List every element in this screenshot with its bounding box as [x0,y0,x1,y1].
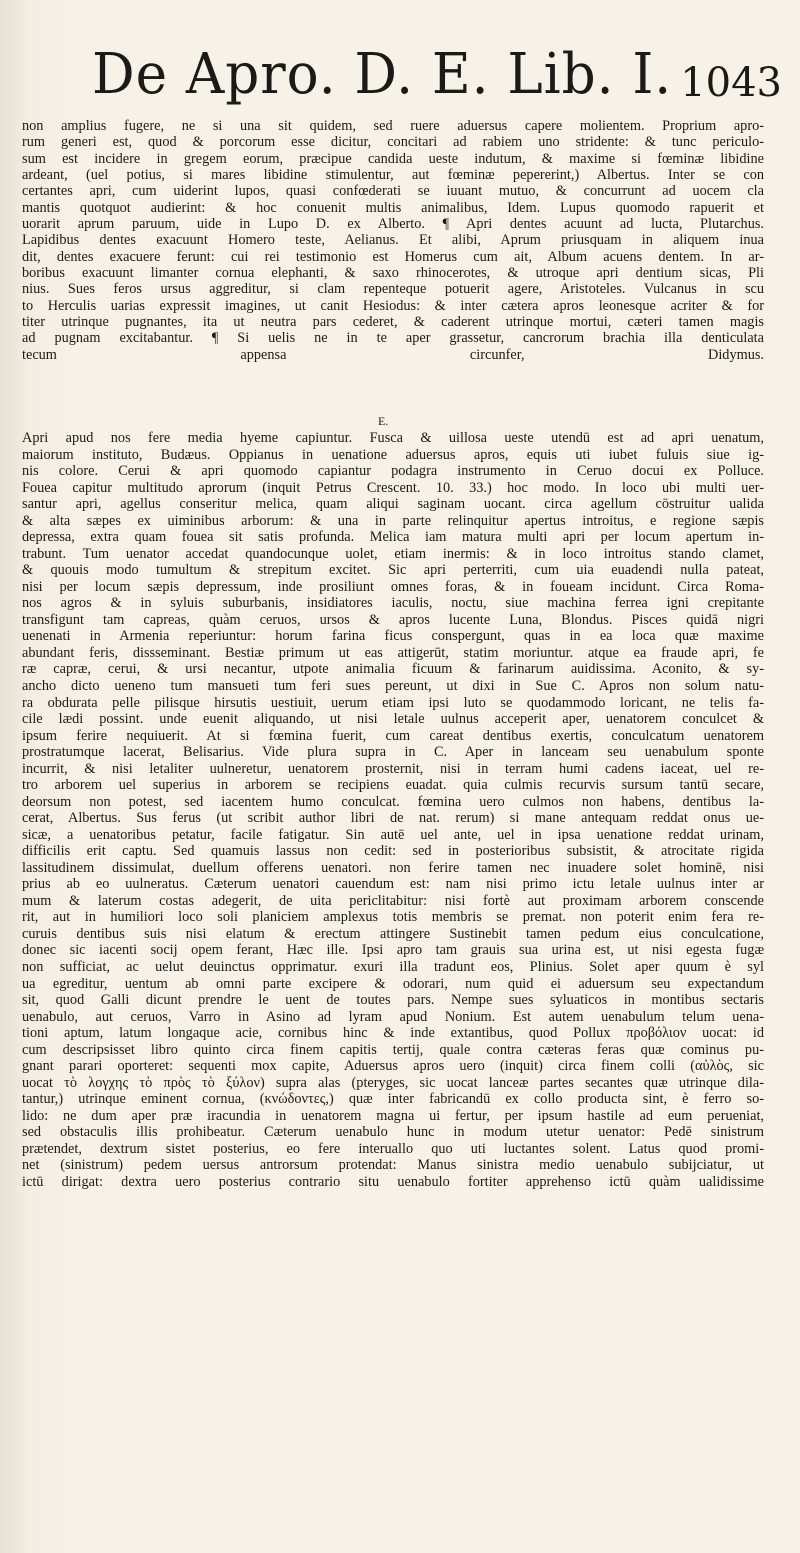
text-line: gnant parari oporteret: sequenti mox capite, Aduersus apros uero (inquit) circa finem colli (αὐλὸς, sic [22,1058,764,1075]
text-line: mantis quotquot audierint: & hoc conuenit multis animalibus, Idem. Lupus quomodo rapuerit et [22,199,764,216]
text-line: depressa, extra quam fouea sit satis profunda. Melica iam matura multi apri per locum apertum in- [22,529,764,546]
text-line: nius. Sues feros ursus aggreditur, si clam repenteque potuerit agere, Aristoteles. Vulcanus in scu [22,281,764,298]
running-title: De Apro. D. E. Lib. I. [92,42,673,107]
text-line: deorsum non potest, sed iacentem humo conculcat. fœmina uero culmos non habens, dentibus la- [22,793,764,810]
text-line: lido: ne dum aper præ iracundia in uenatorem magna ui fertur, per ipsum hastile ad eum perueniat, [22,1107,764,1124]
text-line: maiorum instituto, Budæus. Oppianus in uenatione aduersus apros, equis uti iubet fuluis siue ig- [22,446,764,463]
paragraph-continuation [22,118,764,363]
text-line: curuis dentibus suis nisi elatum & erectum attingere Sustinebit tamen pedum eius conculcatione, [22,925,764,942]
text-line: difficilis erit captu. Sed quamuis lassus non cedit: sed in posterioribus subsistit, & atrocitate rigida [22,843,764,860]
text-line: tioni aptum, latum longaque acie, cornibus hinc & inde extantibus, quod Pollux προβόλιον uocat: id [22,1025,764,1042]
text-line: cum descripsisset libro quinto circa finem capitis tertij, quale contra cæteras feras quæ cominus pu- [22,1041,764,1058]
text-line: nos agros & in syluis suburbanis, insidiatores iaculis, noctu, siue machina ferrea igni crepitante [22,595,764,612]
text-line: & quouis modo tumultum & strepitum excitet. Sic apri perterriti, cum uia euadendi nulla pateat, [22,562,764,579]
paragraph-section-e [22,430,764,1190]
text-line: abundant feris, dissseminant. Bestiæ primum ut eas attigerūt, statim moriuntur. atque ea fraude apri, fe [22,644,764,661]
text-line: lassitudinem dissimulat, duellum offerens uenatori. non ferire tamen nec inuadere solet hominē, nisi [22,859,764,876]
text-line: transfigunt tam capreas, quàm ceruos, ursos & apros lucente Luna, Blondus. Pisces quidā nigri [22,611,764,628]
text-line: non sufficiat, ac uelut deuinctus opprimatur. exuri illa tradunt eos, Plinius. Solet aper quum è syl [22,959,764,975]
text-line: ancho dicto ueneno tum mansueti tum feri sues pereunt, ut dixi in Sue C. Apros non solum natu- [22,677,764,694]
text-line: Fouea capitur multitudo aprorum (inquit Petrus Crescent. 10. 33.) hoc modo. In loco ubi multi uer- [22,479,764,496]
text-line: santur apri, agellus conseritur melica, quam aliqui saginam uocant. circa agellum cōstruitur ualida [22,496,764,513]
text-line: sicæ, a uenatoribus petatur, facile fatigatur. Sin autē uel ante, uel in ipsa uenatione reddat urinam, [22,826,764,843]
text-line: Apri apud nos fere media hyeme capiuntur. Fusca & uillosa ueste utendū est ad apri uenatum, [22,430,764,446]
text-line: tantur,) utrinque eminent cornua, (κνώδοντες,) quæ inter fabricandū ex collo producta sint, è ferro so- [22,1091,764,1108]
text-line: nis colore. Cerui & apri quomodo capiantur podagra instrumento in Ceruo docui ex Polluce. [22,463,764,480]
text-line: non amplius fugere, ne si una sit quidem, sed ruere aduersus capere molientem. Proprium apro- [22,118,764,134]
text-line: ipsum ferire nequiuerit. At si fœmina fuerit, cum careat dentibus exertis, conculcatum uenatorem [22,727,764,744]
text-line: rit, aut in humiliori loco soli planiciem amplexus totis membris se premat. non poterit enim fera re- [22,909,764,926]
text-line: net (sinistrum) pedem uersus antrorsum protendat: Manus sinistra medio uenabulo subijciatur, ut [22,1157,764,1174]
text-line: uorarit aprum paruum, uide in Lupo D. ex Alberto. ¶ Apri dentes acuunt ad lucta, Plutarchus. [22,216,764,233]
text-line: ad pugnam excitabantur. ¶ Si uelis ne in te aper grassetur, cancrorum brachia illa denticulata [22,330,764,347]
text-line: trabunt. Tum uenator accedat quandocunque uolet, etiam inermis: & in loco introitus stando clamet, [22,545,764,562]
text-line: donec sic iacenti socij opem ferant, Hæc ille. Ipsi apro tam grauis sua urina est, ut nisi egesta fugæ [22,942,764,959]
text-line: sed obstaculis illis prohibeatur. Cæterum uenabulo hunc in modum utetur uenator: Pedē sinistrum [22,1124,764,1141]
text-line: Lapidibus dentes exacuunt Homero teste, Aelianus. Et alibi, Aprum priusquam in aliquem inua [22,232,764,249]
page-number: 1043 [680,60,782,106]
text-line: ua egreditur, uentum ab omni parte excipere & odorari, num quid ei aduersum seu expectandum [22,975,764,992]
text-line: prius ab eo uulneratus. Cæterum uenatori cauendum est: nam nisi primo ictu letale uulnus inter ar [22,876,764,893]
text-line: sum est incidere in gregem eorum, præcipue candida ueste indutum, & maxime si fœminæ libidine [22,150,764,167]
text-line: ra obdurata pelle pilisque hirsutis uestiuit, uerum etiam ipsi luto se quodammodo loricant, ne telis fa- [22,694,764,711]
text-line: boribus exacuunt limanter cornua elephanti, & saxo rhinocerotes, & utroque apri dentium sicas, Pli [22,265,764,282]
text-line: ardeant, (uel potius, si mares libidine stimulentur, aut fœminæ pepererint,) Albertus. Inter se con [22,167,764,184]
section-letter: E. [378,414,389,428]
text-line: mum & laterum costas adegerit, de uita periclitabitur: nisi fortè aut proximam arborem conscende [22,892,764,909]
page-header [92,40,782,110]
text-line: titer utrinque pugnantes, ita ut neutra pars cederet, & caderent utrinque mortui, cæteri tamen magis [22,314,764,331]
text-line: to Herculis uarias expressit imagines, ut canit Hesiodus: & inter cætera apros leonesque acriter & for [22,297,764,314]
text-line: uenabulo, aut ceruos, Varro in Asino ad lyram apud Nonium. Est autem uenabulum telum uena- [22,1008,764,1025]
text-line: tro arborem uel superius in arborem se recipiens euadat. quia culmis recurvis sursum tantū secare, [22,777,764,794]
text-line: prostratumque lacerat, Belisarius. Vide plura supra in C. Aper in lanceam seu uenabulum sponte [22,744,764,761]
text-line: & alta sæpes ex uiminibus arborum: & una in parte relinquitur apertus introitus, e regione sæpis [22,512,764,529]
text-line: prætendet, dextrum sistet posterius, eo fere interuallo quo uti luctantes solent. Latus quod promi- [22,1140,764,1157]
text-line: ræ capræ, cerui, & ursi necantur, utpote animalia ficuum & farinarum auidissima. Aconito, & sy- [22,661,764,678]
text-line: dit, dentes exacuere ferunt: cui rei testimonio est Homerus cum ait, Album acuens dentem. In ar- [22,248,764,265]
text-line: uocat τὸ λογχης τὸ πρὸς τὸ ξύλον) supra alas (pteryges, sic uocat lanceæ partes secantes quæ utrinque dila- [22,1074,764,1091]
text-line: rum generi est, quod & porcorum esse dicitur, concitari ad rabiem uno stridente: & tunc periculo- [22,134,764,151]
text-line: cerat, Albertus. Sus ferus (ut scribit author libri de nat. rerum) si mane antequam reddat onus ue- [22,810,764,827]
text-line: nisi per locum sæpis depressum, inde prosiliunt omnes foras, & in foueam incidunt. Circa Roma- [22,578,764,595]
text-line: uenenati in Armenia reperiuntur: horum farina ficus conspergunt, quas in ea loca quæ maxime [22,628,764,645]
text-line: tecum appensa circunfer, Didymus. [22,346,764,363]
text-line: incurrit, & nisi letaliter uulneretur, uenatorem prosternit, nisi in terram humi cadens iaceat, uel re- [22,760,764,777]
text-line: cile lædi possint. unde euenit aliquando, ut nisi letale uulnus acceperit aper, uenatorem conculcet & [22,711,764,728]
text-line: sit, quod Galli dicunt prendre le uent de toutes pars. Nempe sues syluaticos in montibus sectaris [22,992,764,1009]
text-line: ictū dirigat: dextra uero posterius contrario situ uenabulo fortiter apprehenso ictū quàm ualidissime [22,1173,764,1190]
text-line: certantes apri, cum uiderint lupos, quasi confœderati se iuuant mutuo, & concurrunt ad uocem cla [22,183,764,200]
